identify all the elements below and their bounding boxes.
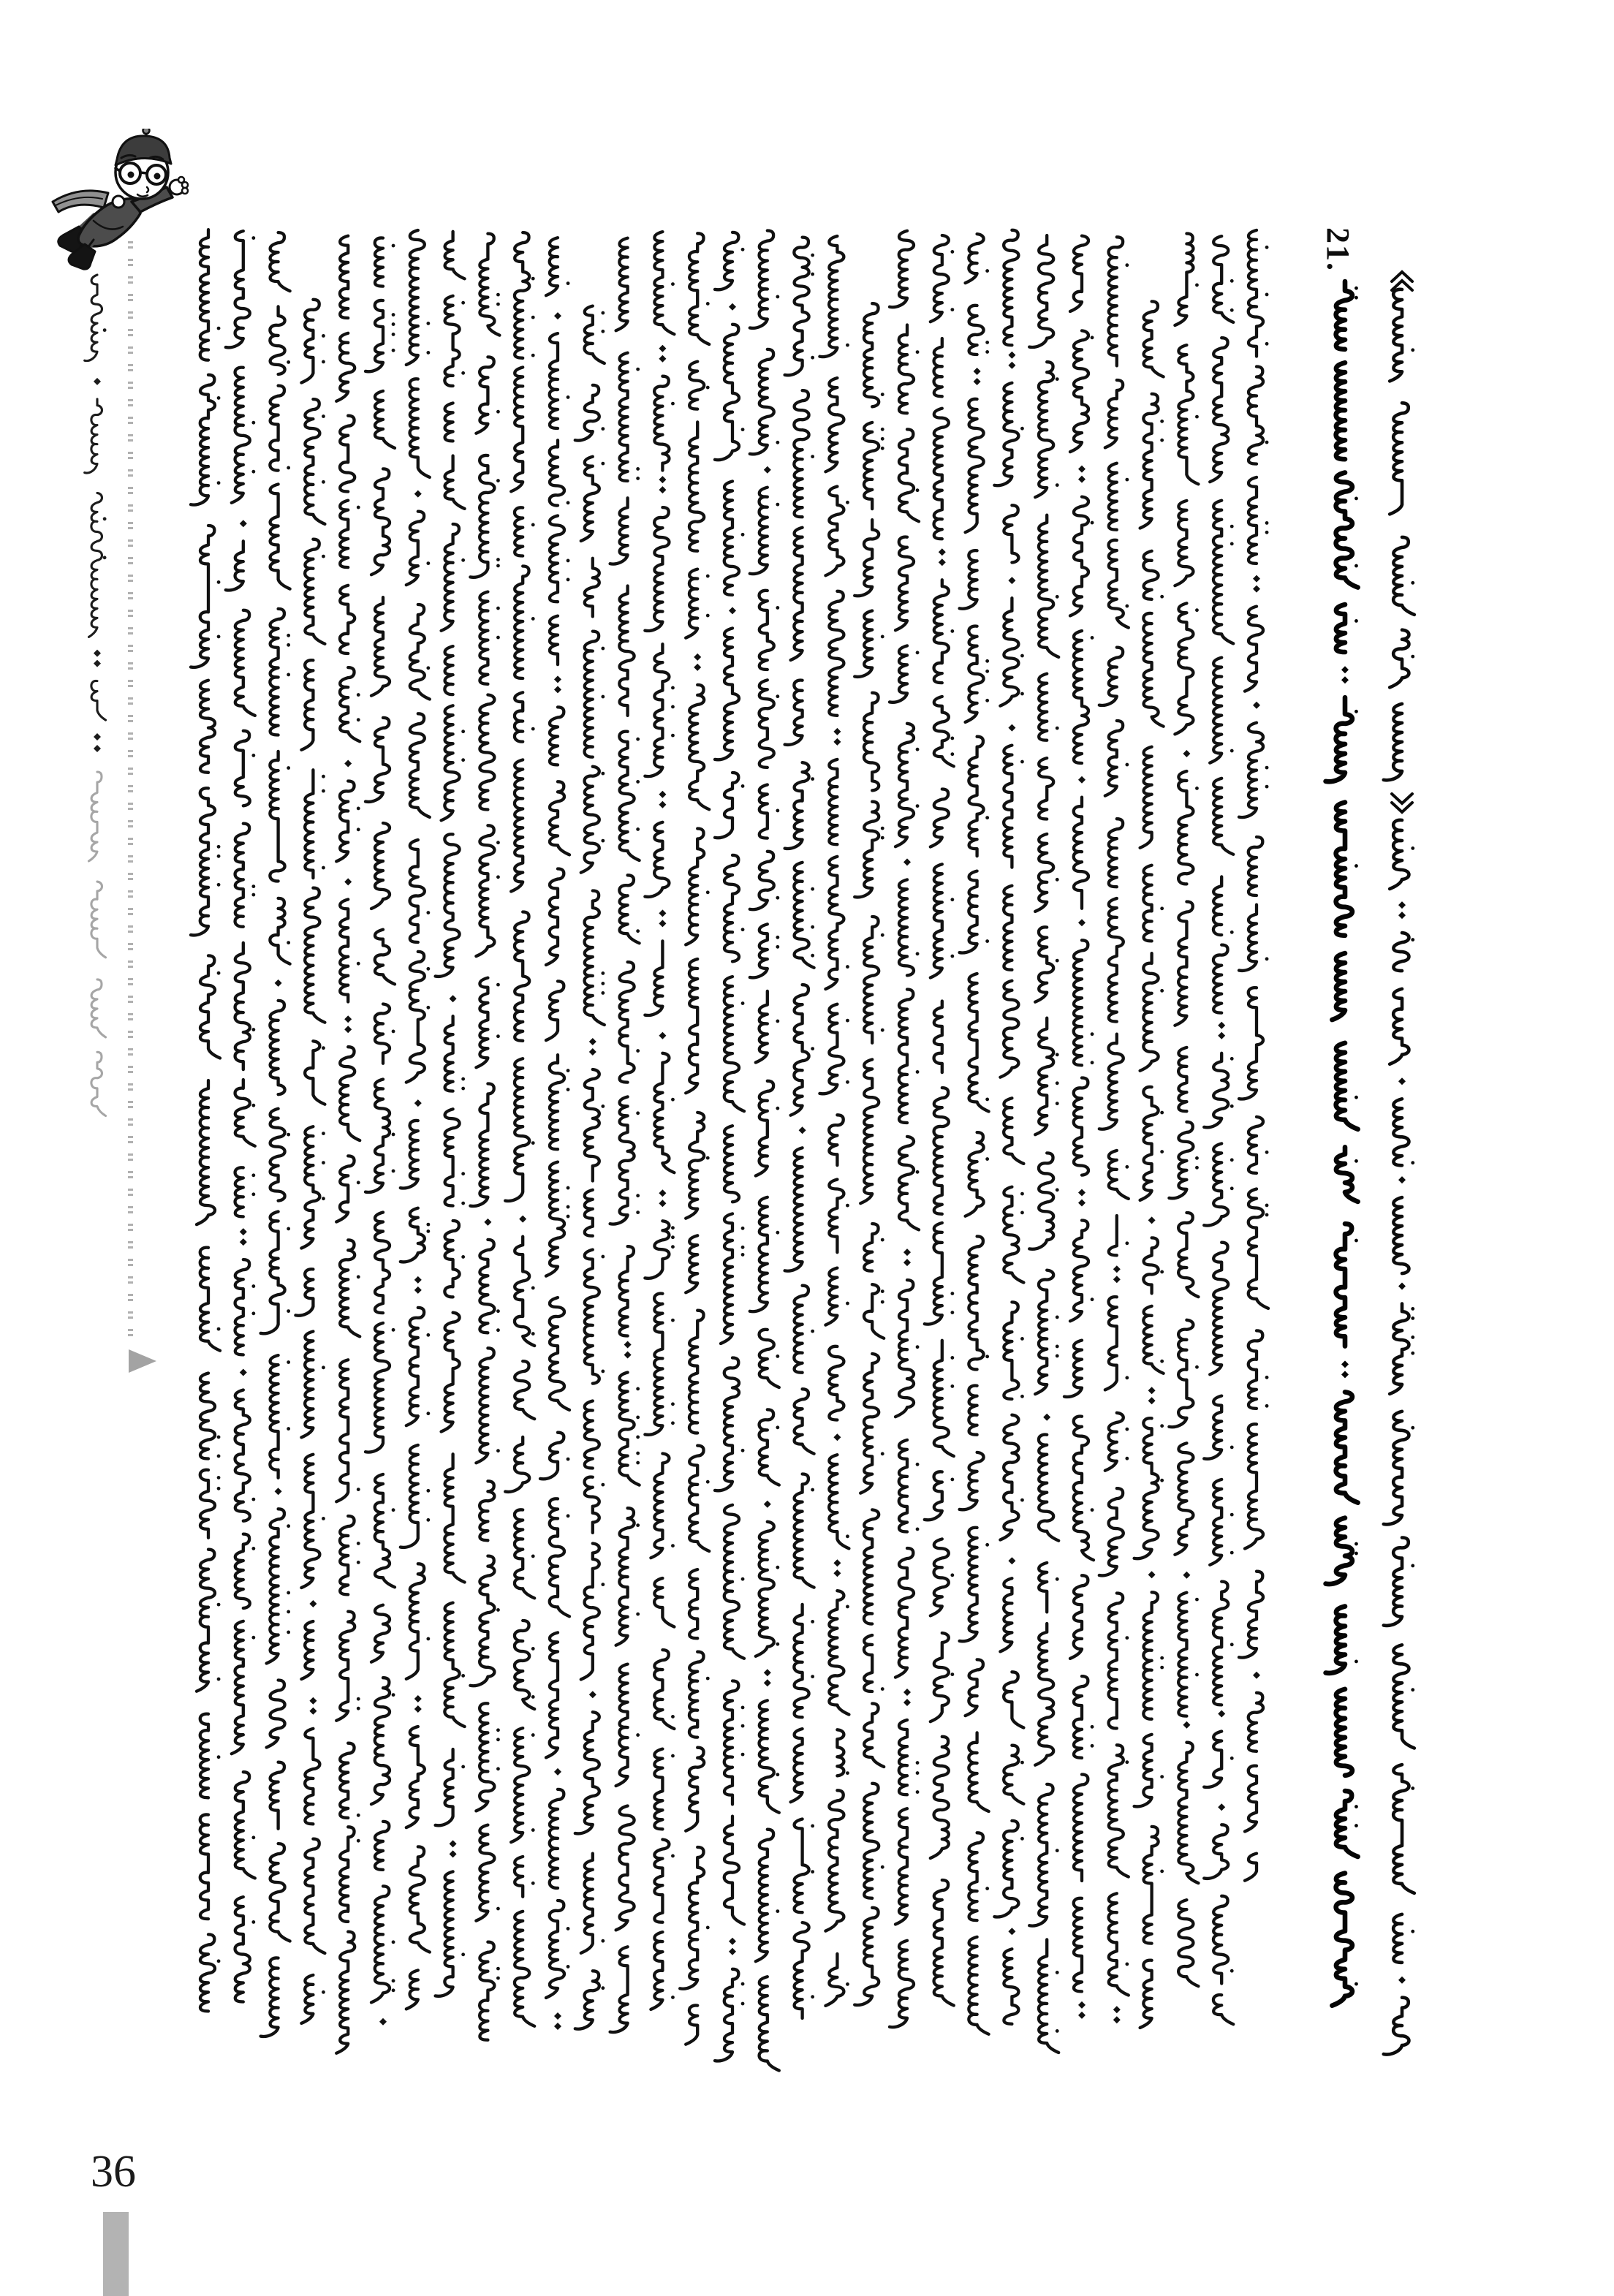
tip-colon-mark xyxy=(94,733,101,752)
question-number: 21. xyxy=(1320,227,1356,272)
page-number: 36 xyxy=(91,2147,136,2197)
footer-accent-bar xyxy=(103,2212,129,2296)
